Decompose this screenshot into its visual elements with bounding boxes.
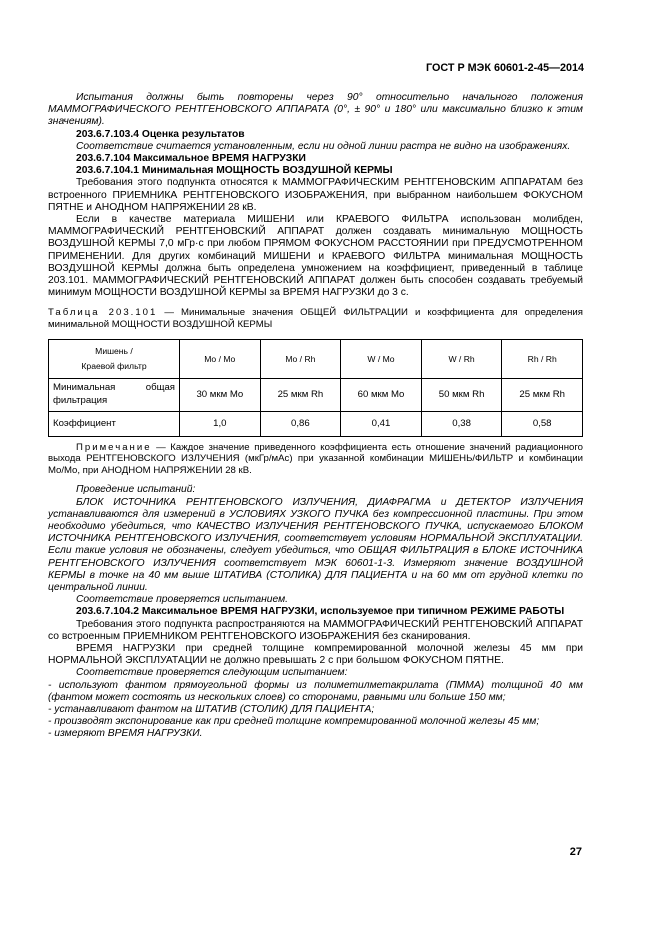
column-header: W / Rh [421, 339, 502, 378]
table-203-101 [48, 339, 583, 437]
list-item: - измеряют ВРЕМЯ НАГРУЗКИ. [48, 728, 203, 740]
column-header: W / Mo [341, 339, 422, 378]
list-item: - устанавливают фантом на ШТАТИВ (СТОЛИК) ДЛЯ ПАЦИЕНТА; [48, 704, 375, 716]
section-heading-203-6-7-104: 203.6.7.104 Максимальное ВРЕМЯ НАГРУЗКИ [76, 153, 306, 165]
table-cell: 0,58 [502, 411, 583, 436]
corner-line-filter: Краевой фильтр [81, 361, 147, 372]
page-body [48, 92, 583, 741]
table-cell: 0,86 [260, 411, 341, 436]
column-header: Mo / Mo [180, 339, 261, 378]
paragraph-load-time: ВРЕМЯ НАГРУЗКИ при средней толщине компремированной молочной железы 45 мм при НОРМАЛЬНОЙ ЭКСПЛУАТАЦИИ не должно превышать 2 с при большом ФОКУСНОМ ПЯТНЕ. [48, 643, 583, 667]
table-caption-label: Таблица 203.101 [48, 307, 158, 319]
table-cell: 1,0 [180, 411, 261, 436]
row-label: Коэффициент [49, 411, 180, 436]
table-row [49, 411, 583, 436]
list-item: - используют фантом прямоугольной формы из полиметилметакрилата (ПММА) толщиной 40 мм (фантом может состоять из нескольких слоев) со сторонами, равными или больше 150 мм; [48, 679, 583, 703]
paragraph-test-procedure-title: Проведение испытаний: [76, 484, 196, 496]
table-cell: 25 мкм Rh [502, 378, 583, 411]
table-header-row [49, 339, 583, 378]
section-heading-203-6-7-104-2: 203.6.7.104.2 Максимальное ВРЕМЯ НАГРУЗКИ, используемое при типичном РЕЖИМЕ РАБОТЫ [76, 606, 565, 618]
paragraph-test-procedure: БЛОК ИСТОЧНИКА РЕНТГЕНОВСКОГО ИЗЛУЧЕНИЯ, ДИАФРАГМА и ДЕТЕКТОР ИЗЛУЧЕНИЯ устанавливаются для измерений в УСЛОВИЯХ УЗКОГО ПУЧКА без компрессионной пластины. При этом необходимо убедиться, что КАЧЕСТВО ИЗЛУЧЕНИЯ РЕНТГЕНОВСКОГО ПУЧКА, испускаемого БЛОКОМ ИСТОЧНИКА РЕНТГЕНОВСКОГО ИЗЛУЧЕНИЯ, соответствует условиям НОРМАЛЬНОЙ ЭКСПЛУАТАЦИИ. Если такие условия не обозначены, следует убедиться, что ОБЩАЯ ФИЛЬТРАЦИЯ в БЛОКЕ ИСТОЧНИКА РЕНТГЕНОВСКОГО ИЗЛУЧЕНИЯ соответствует МЭК 60601-1-3. Измеряют значение ВОЗДУШНОЙ КЕРМЫ в точке на 40 мм выше ШТАТИВА (СТОЛИКА) ДЛЯ ПАЦИЕНТА и на 60 мм от грудной клетки по центральной линии. [48, 496, 583, 594]
corner-line-target: Мишень / [95, 345, 133, 356]
paragraph-repeat-test: Испытания должны быть повторены через 90° относительно начального положения МАММОГРАФИЧЕСКОГО РЕНТГЕНОВСКОГО АППАРАТА (0°, ± 90° и 180° или максимально близко к этим значениям). [48, 92, 583, 128]
table-cell: 0,38 [421, 411, 502, 436]
table-note-label: Примечание [76, 441, 152, 453]
paragraph-compliance: Соответствие считается установленным, если ни одной линии растра не видно на изображениях. [76, 140, 571, 152]
section-heading-203-6-7-104-1: 203.6.7.104.1 Минимальная МОЩНОСТЬ ВОЗДУШНОЙ КЕРМЫ [76, 165, 393, 177]
table-corner-cell [49, 339, 180, 378]
document-header: ГОСТ Р МЭК 60601-2-45—2014 [425, 62, 584, 74]
table-cell: 25 мкм Rh [260, 378, 341, 411]
section-heading-203-6-7-103-4: 203.6.7.103.4 Оценка результатов [76, 128, 245, 140]
table-cell: 50 мкм Rh [421, 378, 502, 411]
table-caption-text: — Минимальные значения ОБЩЕЙ ФИЛЬТРАЦИИ и коэффициента для определения минимальной МОЩНОСТИ ВОЗДУШНОЙ КЕРМЫ [48, 307, 583, 331]
paragraph-compliance-test: Соответствие проверяется испытанием. [76, 594, 289, 606]
column-header: Mo / Rh [260, 339, 341, 378]
table-cell: 0,41 [341, 411, 422, 436]
table-note-text: — Каждое значение приведенного коэффициента есть отношение значений радиационного выхода РЕНТГЕНОВСКОГО ИЗЛУЧЕНИЯ (мкГр/мАс) при указанной комбинации МИШЕНЬ/ФИЛЬТР и комбинации Mo/Mo, при АНОДНОМ НАПРЯЖЕНИИ 28 кВ. [48, 441, 583, 476]
column-header: Rh / Rh [502, 339, 583, 378]
paragraph-requirements-built-in: Требования этого подпункта распространяются на МАММОГРАФИЧЕСКИЙ РЕНТГЕНОВСКИЙ АППАРАТ со встроенным ПРИЕМНИКОМ РЕНТГЕНОВСКОГО ИЗОБРАЖЕНИЯ без сканирования. [48, 618, 583, 642]
paragraph-molybdenum: Если в качестве материала МИШЕНИ или КРАЕВОГО ФИЛЬТРА использован молибден, МАММОГРАФИЧЕСКИЙ РЕНТГЕНОВСКИЙ АППАРАТ должен создавать минимальную МОЩНОСТЬ ВОЗДУШНОЙ КЕРМЫ 7,0 мГр·с при любом ПРЯМОМ ФОКУСНОМ РАССТОЯНИИ при ПРЕДУСМОТРЕННОМ ПРИМЕНЕНИИ. Для других комбинаций МИШЕНИ и КРАЕВОГО ФИЛЬТРА минимальная МОЩНОСТЬ ВОЗДУШНОЙ КЕРМЫ должна быть определена умножением на коэффициент, приведенный в таблице 203.101. МАММОГРАФИЧЕСКИЙ РЕНТГЕНОВСКИЙ АППАРАТ должен быть способен создавать требуемый минимум МОЩНОСТИ ВОЗДУШНОЙ КЕРМЫ за ВРЕМЯ НАГРУЗКИ до 3 с. [48, 214, 583, 299]
table-cell: 30 мкм Mo [180, 378, 261, 411]
table-caption [48, 307, 583, 330]
list-item: - производят экспонирование как при средней толщине компремированной молочной железы 45 мм; [48, 716, 540, 728]
paragraph-compliance-following: Соответствие проверяется следующим испытанием: [76, 667, 348, 679]
row-label: Минимальная общая фильтрация [49, 378, 180, 411]
paragraph-requirements: Требования этого подпункта относятся к МАММОГРАФИЧЕСКИМ РЕНТГЕНОВСКИМ АППАРАТАМ без встроенного ПРИЕМНИКА РЕНТГЕНОВСКОГО ИЗОБРАЖЕНИЯ, при выбранном наибольшем ФОКУСНОМ ПЯТНЕ и АНОДНОМ НАПРЯЖЕНИИ 28 кВ. [48, 177, 583, 213]
table-row [49, 378, 583, 411]
table-cell: 60 мкм Mo [341, 378, 422, 411]
table-note [48, 442, 583, 477]
page-number: 27 [569, 846, 582, 858]
